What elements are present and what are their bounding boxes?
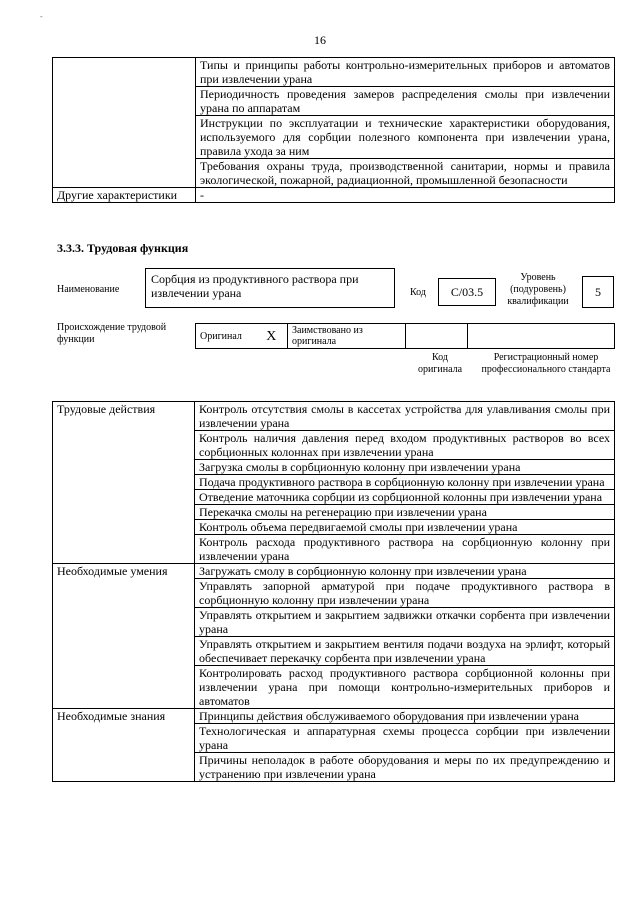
group-item: Контроль отсутствия смолы в кассетах устройства для улавливания смолы при извлечении урана [195,402,615,431]
row-text: Требования охраны труда, производственной санитарии, нормы и правила экологической, пожарной, радиационной, промышленной безопасности [196,159,615,188]
reg-number-cell [468,324,615,349]
table-row [53,58,615,87]
row-label [53,159,196,188]
group-item: Подача продуктивного раствора в сорбционную колонну при извлечении урана [195,475,615,490]
table-row [53,709,615,724]
origin-label: Происхождение трудовой функции [57,322,167,345]
group-label: Трудовые действия [53,402,195,564]
row-label [53,87,196,116]
section-title: 3.3.3. Трудовая функция [57,241,189,255]
row-label [53,58,196,87]
table-row [53,564,615,579]
group-item: Отведение маточника сорбции из сорбционной колонны при извлечении урана [195,490,615,505]
corner-mark: - [40,12,43,21]
row-text: Периодичность проведения замеров распределения смолы при извлечении урана по аппаратам [196,87,615,116]
group-item: Перекачка смолы на регенерацию при извлечении урана [195,505,615,520]
table-row [53,159,615,188]
level-box: 5 [582,276,614,308]
table-row [53,188,615,203]
code-label: Код [410,287,426,298]
row-text: - [196,188,615,203]
row-label [53,116,196,159]
table-row [53,402,615,431]
origin-table [195,323,615,349]
code-original-caption: Код оригинала [417,352,463,375]
page-number: 16 [314,33,326,47]
name-label: Наименование [57,284,120,295]
reg-number-caption: Регистрационный номер профессионального стандарта [481,352,611,375]
table-row [53,116,615,159]
table-row [53,87,615,116]
group-item: Контроль расхода продуктивного раствора на сорбционную колонну при извлечении урана [195,535,615,564]
borrowed-label: Заимствовано из оригинала [288,324,406,349]
group-item: Технологическая и аппаратурная схемы процесса сорбции при извлечении урана [195,724,615,753]
group-item: Загрузка смолы в сорбционную колонну при извлечении урана [195,460,615,475]
group-label: Необходимые знания [53,709,195,782]
group-label: Необходимые умения [53,564,195,709]
group-item: Контролировать расход продуктивного раствора сорбционной колонны при извлечении урана при помощи контрольно-измерительных приборов и автоматов [195,666,615,709]
group-item: Управлять открытием и закрытием задвижки откачки сорбента при извлечении урана [195,608,615,637]
row-text: Типы и принципы работы контрольно-измерительных приборов и автоматов при извлечении урана [196,58,615,87]
row-label: Другие характеристики [53,188,196,203]
original-mark: X [256,324,288,349]
main-table [52,401,615,782]
top-table [52,57,615,203]
group-item: Контроль объема передвигаемой смолы при извлечении урана [195,520,615,535]
code-original-cell [406,324,468,349]
group-item: Загружать смолу в сорбционную колонну при извлечении урана [195,564,615,579]
table-row [196,324,615,349]
level-label: Уровень (подуровень) квалификации [507,272,569,307]
group-item: Принципы действия обслуживаемого оборудования при извлечении урана [195,709,615,724]
group-item: Управлять запорной арматурой при подаче продуктивного раствора в сорбционную колонну при извлечении урана [195,579,615,608]
group-item: Причины неполадок в работе оборудования и меры по их предупреждению и устранению при извлечении урана [195,753,615,782]
row-text: Инструкции по эксплуатации и технические характеристики оборудования, используемого для сорбции полезного компонента при извлечении урана, правила ухода за ним [196,116,615,159]
original-label: Оригинал [196,324,256,349]
group-item: Управлять открытием и закрытием вентиля подачи воздуха на эрлифт, который обеспечивает перекачку сорбента при извлечении урана [195,637,615,666]
function-code-box: С/03.5 [438,278,496,306]
function-name-box: Сорбция из продуктивного раствора при извлечении урана [145,268,395,308]
group-item: Контроль наличия давления перед входом продуктивных растворов во всех сорбционных колоннах при извлечении урана [195,431,615,460]
